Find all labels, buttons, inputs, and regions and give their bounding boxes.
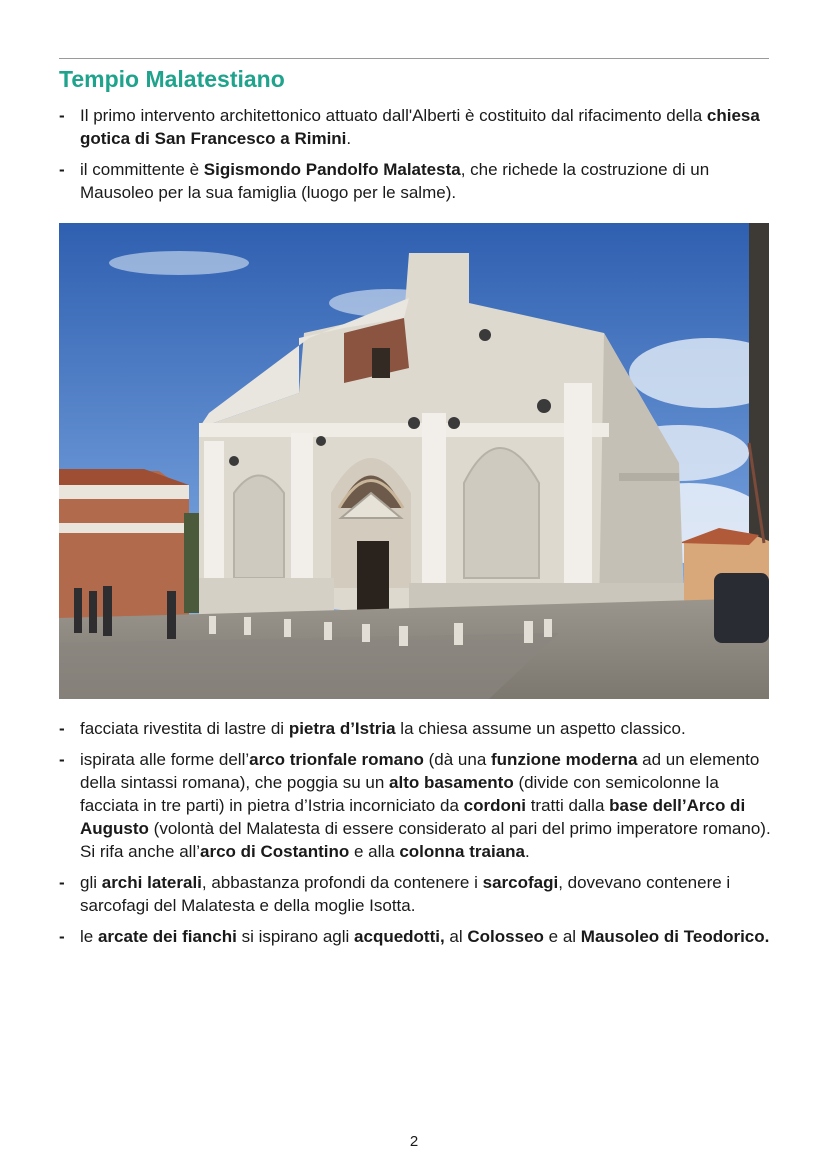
- text-segment: ad un elemento della sintassi romana), che poggia su un: [80, 750, 760, 792]
- text-segment: .: [524, 842, 530, 861]
- text-segment: , che richede la costruzione di un Mausoleo per la sua famiglia (luogo per le salme).: [80, 160, 710, 202]
- bold-text: arcate dei fianchi: [97, 927, 237, 946]
- bold-text: Mausoleo di Teodorico.: [580, 927, 770, 946]
- bullet-item: [59, 748, 771, 863]
- intro-bullet-list: [59, 104, 771, 212]
- text-segment: si ispirano agli: [236, 927, 355, 946]
- text-segment: al: [444, 927, 468, 946]
- text-segment: , abbastanza profondi da contenere i: [201, 873, 483, 892]
- bold-text: pietra d’Istria: [288, 719, 396, 738]
- bold-text: colonna traiana: [399, 842, 525, 861]
- text-segment: (dà una: [423, 750, 492, 769]
- bullet-item: [59, 104, 771, 150]
- bullet-item: [59, 871, 771, 917]
- text-segment: le: [80, 927, 98, 946]
- text-segment: la chiesa assume un aspetto classico.: [395, 719, 686, 738]
- bullet-item: [59, 717, 771, 740]
- bold-text: archi laterali: [101, 873, 202, 892]
- bold-text: base dell’Arco di Augusto: [80, 796, 746, 838]
- text-segment: e alla: [349, 842, 400, 861]
- bold-text: arco trionfale romano: [249, 750, 424, 769]
- top-divider: [59, 58, 769, 59]
- bold-text: cordoni: [463, 796, 526, 815]
- text-segment: e al: [543, 927, 581, 946]
- text-segment: .: [346, 129, 352, 148]
- bold-text: Sigismondo Pandolfo Malatesta: [203, 160, 461, 179]
- bold-text: arco di Costantino: [200, 842, 350, 861]
- page-title: Tempio Malatestiano: [59, 66, 285, 92]
- text-segment: ispirata alle forme dell’: [80, 750, 250, 769]
- text-segment: facciata rivestita di lastre di: [80, 719, 289, 738]
- text-segment: , dovevano contenere i sarcofagi del Malatesta e della moglie Isotta.: [80, 873, 731, 915]
- bold-text: sarcofagi: [482, 873, 559, 892]
- bold-text: chiesa gotica di San Francesco a Rimini: [80, 106, 760, 148]
- text-segment: gli: [80, 873, 102, 892]
- bold-text: Colosseo: [467, 927, 544, 946]
- text-segment: il committente è: [80, 160, 204, 179]
- bold-text: acquedotti,: [354, 927, 445, 946]
- text-segment: tratti dalla: [525, 796, 610, 815]
- page-number: 2: [409, 1133, 419, 1150]
- bold-text: alto basamento: [389, 773, 514, 792]
- bold-text: funzione moderna: [491, 750, 638, 769]
- text-segment: (divide con semicolonne la facciata in tre parti) in pietra d’Istria incorniciato da: [80, 773, 719, 815]
- tempio-malatestiano-photo: [59, 223, 769, 699]
- description-bullet-list: [59, 717, 771, 956]
- bullet-item: [59, 925, 771, 948]
- text-segment: Il primo intervento architettonico attuato dall'Alberti è costituito dal rifacimento della: [80, 106, 707, 125]
- text-segment: (volontà del Malatesta di essere considerato al pari del primo imperatore romano). Si rifa anche all’: [80, 819, 771, 861]
- bullet-item: [59, 158, 771, 204]
